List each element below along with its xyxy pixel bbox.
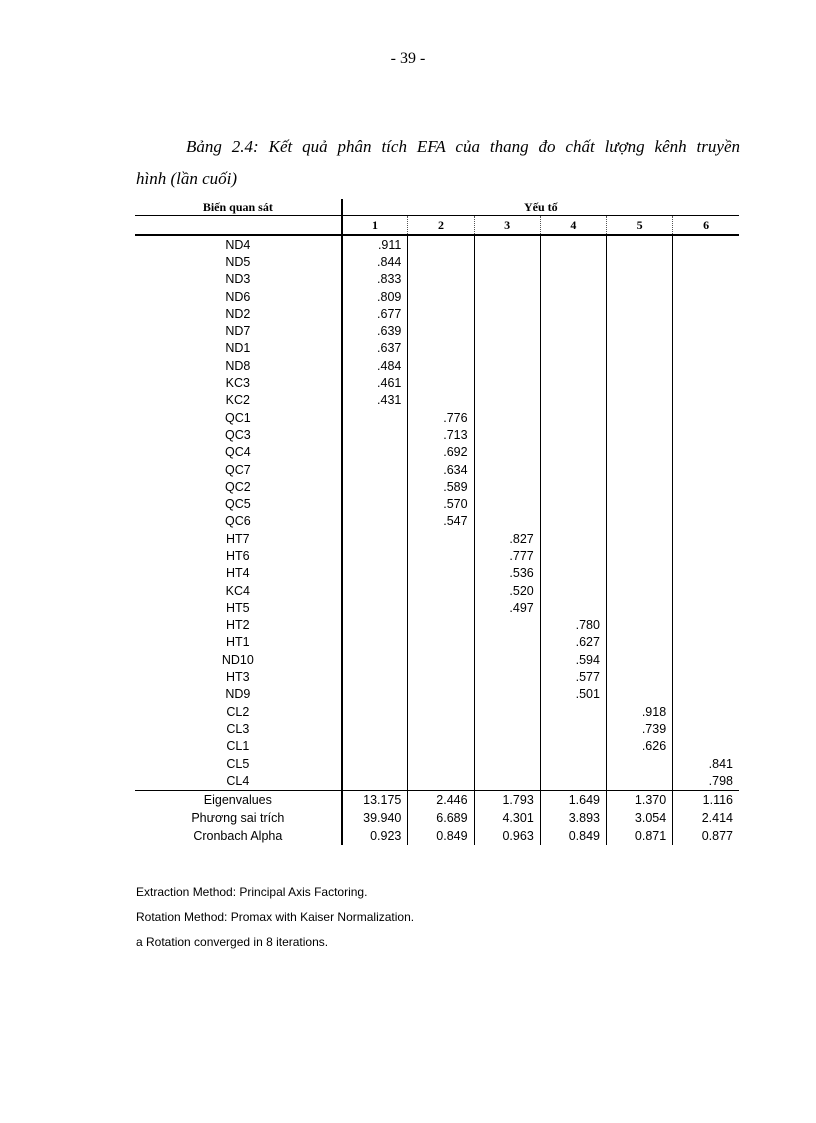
- table-row: [135, 305, 739, 322]
- loading-cell: [673, 738, 739, 755]
- loading-cell: .637: [342, 340, 408, 357]
- variable-name: ND4: [225, 237, 251, 252]
- loading-cell: .739: [606, 720, 672, 737]
- loading-cell: .594: [540, 651, 606, 668]
- variable-name: ND1: [225, 341, 251, 356]
- loading-cell: [540, 703, 606, 720]
- variable-name: HT4: [226, 566, 250, 581]
- variable-name: CL2: [226, 704, 250, 719]
- loading-cell: [673, 686, 739, 703]
- table-row: [135, 530, 739, 547]
- loading-cell: 0.849: [540, 827, 606, 845]
- loading-cell: 1.116: [673, 790, 739, 809]
- loading-cell: [606, 772, 672, 790]
- loading-cell: [540, 547, 606, 564]
- table-row: [135, 340, 739, 357]
- loading-cell: [606, 565, 672, 582]
- variable-name: HT5: [226, 600, 250, 615]
- loading-cell: [342, 738, 408, 755]
- loading-cell: .501: [540, 686, 606, 703]
- variable-name: ND8: [225, 358, 251, 373]
- loading-cell: [408, 374, 474, 391]
- loading-cell: [673, 720, 739, 737]
- table-row: [135, 461, 739, 478]
- loading-cell: [606, 686, 672, 703]
- loading-cell: [408, 617, 474, 634]
- loading-cell: [474, 305, 540, 322]
- loading-cell: [474, 651, 540, 668]
- loading-cell: [540, 772, 606, 790]
- loading-cell: [673, 271, 739, 288]
- loading-cell: .627: [540, 634, 606, 651]
- loading-cell: [606, 426, 672, 443]
- loading-cell: .547: [408, 513, 474, 530]
- factor-header: 6: [673, 216, 739, 236]
- loading-cell: [474, 495, 540, 512]
- loading-cell: [474, 772, 540, 790]
- loading-cell: [540, 495, 606, 512]
- loading-cell: [408, 738, 474, 755]
- loading-cell: [474, 755, 540, 772]
- variable-name: ND3: [225, 272, 251, 287]
- loading-cell: [342, 651, 408, 668]
- loading-cell: [342, 668, 408, 685]
- loading-cell: .484: [342, 357, 408, 374]
- loading-cell: [342, 547, 408, 564]
- loading-cell: [474, 703, 540, 720]
- loading-cell: [673, 668, 739, 685]
- loading-cell: [474, 322, 540, 339]
- loading-cell: .833: [342, 271, 408, 288]
- loading-cell: .809: [342, 288, 408, 305]
- summary-row: [135, 809, 739, 827]
- table-row: [135, 755, 739, 772]
- loading-cell: [342, 478, 408, 495]
- loading-cell: [474, 617, 540, 634]
- loading-cell: [673, 409, 739, 426]
- loading-cell: [606, 374, 672, 391]
- variable-name: QC4: [224, 445, 251, 460]
- loading-cell: [606, 392, 672, 409]
- loading-cell: 4.301: [474, 809, 540, 827]
- variable-header: Biến quan sát: [135, 199, 342, 216]
- summary-row: [135, 827, 739, 845]
- loading-cell: 0.963: [474, 827, 540, 845]
- table-row: [135, 288, 739, 305]
- loading-cell: [342, 582, 408, 599]
- loading-cell: [408, 703, 474, 720]
- table-row: [135, 772, 739, 790]
- loading-cell: [342, 444, 408, 461]
- variable-name: QC2: [224, 479, 251, 494]
- note-convergence: a Rotation converged in 8 iterations.: [136, 935, 329, 949]
- variable-name: HT3: [226, 670, 250, 685]
- table-row: [135, 634, 739, 651]
- variable-name: ND7: [225, 324, 251, 339]
- table-row: [135, 478, 739, 495]
- table-row: [135, 426, 739, 443]
- loading-cell: [408, 599, 474, 616]
- loading-cell: [540, 235, 606, 253]
- loading-cell: [540, 530, 606, 547]
- loading-cell: [673, 582, 739, 599]
- loading-cell: .776: [408, 409, 474, 426]
- table-body: [135, 235, 739, 845]
- loading-cell: [540, 340, 606, 357]
- loading-cell: .777: [474, 547, 540, 564]
- loading-cell: .577: [540, 668, 606, 685]
- loading-cell: [673, 495, 739, 512]
- table-row: [135, 703, 739, 720]
- loading-cell: [474, 513, 540, 530]
- variable-name: HT6: [226, 548, 250, 563]
- loading-cell: [408, 720, 474, 737]
- caption-line-2: hình (lần cuối): [136, 169, 238, 188]
- loading-cell: [540, 253, 606, 270]
- loading-cell: [408, 668, 474, 685]
- loading-cell: [606, 288, 672, 305]
- table-row: [135, 253, 739, 270]
- variable-name: ND6: [225, 289, 251, 304]
- loading-cell: .713: [408, 426, 474, 443]
- loading-cell: [342, 565, 408, 582]
- loading-cell: [474, 426, 540, 443]
- variable-name: CL1: [226, 739, 250, 754]
- loading-cell: [540, 305, 606, 322]
- loading-cell: [342, 617, 408, 634]
- loading-cell: 39.940: [342, 809, 408, 827]
- variable-name: QC7: [224, 462, 251, 477]
- loading-cell: 6.689: [408, 809, 474, 827]
- loading-cell: [673, 651, 739, 668]
- loading-cell: 0.871: [606, 827, 672, 845]
- table-row: [135, 738, 739, 755]
- loading-cell: [474, 253, 540, 270]
- loading-cell: [540, 444, 606, 461]
- loading-cell: [342, 755, 408, 772]
- loading-cell: [673, 444, 739, 461]
- loading-cell: [606, 444, 672, 461]
- loading-cell: [673, 599, 739, 616]
- loading-cell: [342, 461, 408, 478]
- loading-cell: .431: [342, 392, 408, 409]
- loading-cell: [673, 565, 739, 582]
- loading-cell: [408, 288, 474, 305]
- loading-cell: [342, 772, 408, 790]
- loading-cell: 3.893: [540, 809, 606, 827]
- table-row: [135, 357, 739, 374]
- loading-cell: [606, 617, 672, 634]
- loading-cell: [606, 513, 672, 530]
- loading-cell: [342, 426, 408, 443]
- loading-cell: .626: [606, 738, 672, 755]
- variable-name: KC3: [225, 376, 250, 391]
- table-row: [135, 617, 739, 634]
- loading-cell: [606, 755, 672, 772]
- variable-name: QC1: [224, 410, 251, 425]
- efa-table: [135, 199, 739, 845]
- loading-cell: [408, 235, 474, 253]
- loading-cell: [540, 271, 606, 288]
- caption-line-1: Bảng 2.4: Kết quả phân tích EFA của thang đo chất lượng kênh truyền: [186, 137, 740, 156]
- loading-cell: [606, 478, 672, 495]
- loading-cell: [673, 392, 739, 409]
- loading-cell: [673, 374, 739, 391]
- variable-name: Eigenvalues: [135, 790, 342, 809]
- loading-cell: [606, 357, 672, 374]
- loading-cell: 0.923: [342, 827, 408, 845]
- loading-cell: [408, 340, 474, 357]
- loading-cell: [540, 478, 606, 495]
- loading-cell: [673, 461, 739, 478]
- variable-name: HT1: [226, 635, 250, 650]
- loading-cell: .570: [408, 495, 474, 512]
- loading-cell: [540, 720, 606, 737]
- loading-cell: [673, 357, 739, 374]
- table-row: [135, 686, 739, 703]
- variable-name: CL3: [226, 721, 250, 736]
- loading-cell: [540, 357, 606, 374]
- loading-cell: [540, 582, 606, 599]
- loading-cell: [474, 288, 540, 305]
- loading-cell: [474, 461, 540, 478]
- loading-cell: [606, 322, 672, 339]
- loading-cell: [342, 495, 408, 512]
- loading-cell: .911: [342, 235, 408, 253]
- loading-cell: [474, 409, 540, 426]
- loading-cell: [408, 755, 474, 772]
- loading-cell: 13.175: [342, 790, 408, 809]
- loading-cell: [606, 253, 672, 270]
- loading-cell: .634: [408, 461, 474, 478]
- loading-cell: [673, 547, 739, 564]
- loading-cell: [408, 634, 474, 651]
- loading-cell: [673, 617, 739, 634]
- loading-cell: [606, 599, 672, 616]
- loading-cell: .780: [540, 617, 606, 634]
- table-row: [135, 495, 739, 512]
- variable-name: CL4: [226, 773, 250, 788]
- loading-cell: [342, 513, 408, 530]
- loading-cell: .841: [673, 755, 739, 772]
- table-row: [135, 599, 739, 616]
- loading-cell: [606, 547, 672, 564]
- loading-cell: 1.649: [540, 790, 606, 809]
- loading-cell: [474, 444, 540, 461]
- loading-cell: [540, 755, 606, 772]
- loading-cell: [474, 720, 540, 737]
- loading-cell: [673, 235, 739, 253]
- loading-cell: 0.849: [408, 827, 474, 845]
- table-row: [135, 322, 739, 339]
- loading-cell: [540, 392, 606, 409]
- variable-name: CL5: [226, 756, 250, 771]
- loading-cell: [408, 686, 474, 703]
- loading-cell: 0.877: [673, 827, 739, 845]
- loading-cell: [474, 340, 540, 357]
- loading-cell: [474, 392, 540, 409]
- loading-cell: [474, 668, 540, 685]
- loading-cell: [606, 340, 672, 357]
- loading-cell: .536: [474, 565, 540, 582]
- loading-cell: [606, 409, 672, 426]
- loading-cell: [474, 271, 540, 288]
- table-row: [135, 235, 739, 253]
- loading-cell: .798: [673, 772, 739, 790]
- loading-cell: .639: [342, 322, 408, 339]
- loading-cell: [540, 513, 606, 530]
- factor-group-header: Yếu tố: [342, 199, 739, 216]
- loading-cell: [540, 461, 606, 478]
- loading-cell: [408, 547, 474, 564]
- loading-cell: [342, 530, 408, 547]
- factor-header: 4: [540, 216, 606, 236]
- variable-name: QC6: [224, 514, 251, 529]
- loading-cell: 2.414: [673, 809, 739, 827]
- variable-name: KC2: [225, 393, 250, 408]
- table-row: [135, 392, 739, 409]
- table-row: [135, 409, 739, 426]
- variable-name: KC4: [225, 583, 250, 598]
- table-notes: [136, 880, 414, 955]
- loading-cell: [606, 634, 672, 651]
- loading-cell: .520: [474, 582, 540, 599]
- loading-cell: [408, 357, 474, 374]
- loading-cell: 3.054: [606, 809, 672, 827]
- loading-cell: [606, 495, 672, 512]
- loading-cell: [342, 703, 408, 720]
- loading-cell: [342, 409, 408, 426]
- loading-cell: [408, 530, 474, 547]
- loading-cell: [474, 357, 540, 374]
- loading-cell: [540, 409, 606, 426]
- loading-cell: .461: [342, 374, 408, 391]
- variable-name: ND9: [225, 687, 251, 702]
- loading-cell: .677: [342, 305, 408, 322]
- table-row: [135, 444, 739, 461]
- loading-cell: .844: [342, 253, 408, 270]
- loading-cell: 1.793: [474, 790, 540, 809]
- table-row: [135, 582, 739, 599]
- loading-cell: [540, 738, 606, 755]
- loading-cell: 1.370: [606, 790, 672, 809]
- loading-cell: [540, 322, 606, 339]
- loading-cell: [342, 686, 408, 703]
- note-extraction: Extraction Method: Principal Axis Factoring.: [136, 885, 368, 899]
- loading-cell: [408, 305, 474, 322]
- loading-cell: 2.446: [408, 790, 474, 809]
- loading-cell: [540, 288, 606, 305]
- loading-cell: [540, 374, 606, 391]
- loading-cell: [673, 513, 739, 530]
- loading-cell: [673, 634, 739, 651]
- loading-cell: [673, 288, 739, 305]
- variable-name: ND2: [225, 306, 251, 321]
- variable-name: ND10: [221, 652, 254, 667]
- loading-cell: .918: [606, 703, 672, 720]
- table-row: [135, 271, 739, 288]
- loading-cell: [540, 565, 606, 582]
- loading-cell: .692: [408, 444, 474, 461]
- table-row: [135, 651, 739, 668]
- loading-cell: [540, 426, 606, 443]
- loading-cell: [408, 322, 474, 339]
- loading-cell: [673, 530, 739, 547]
- loading-cell: [408, 565, 474, 582]
- loading-cell: [606, 668, 672, 685]
- loading-cell: [408, 392, 474, 409]
- variable-name: QC3: [224, 427, 251, 442]
- loading-cell: [606, 651, 672, 668]
- loading-cell: .827: [474, 530, 540, 547]
- table-row: [135, 513, 739, 530]
- loading-cell: [474, 686, 540, 703]
- loading-cell: .497: [474, 599, 540, 616]
- loading-cell: [408, 253, 474, 270]
- variable-name: HT2: [226, 618, 250, 633]
- loading-cell: [540, 599, 606, 616]
- loading-cell: .589: [408, 478, 474, 495]
- table-row: [135, 668, 739, 685]
- loading-cell: [673, 703, 739, 720]
- loading-cell: [606, 305, 672, 322]
- loading-cell: [606, 235, 672, 253]
- loading-cell: [408, 582, 474, 599]
- loading-cell: [606, 461, 672, 478]
- factor-header: 5: [606, 216, 672, 236]
- summary-row: [135, 790, 739, 809]
- loading-cell: [673, 322, 739, 339]
- loading-cell: [474, 478, 540, 495]
- factor-header: 2: [408, 216, 474, 236]
- variable-name: QC5: [224, 497, 251, 512]
- loading-cell: [474, 634, 540, 651]
- variable-name: HT7: [226, 531, 250, 546]
- loading-cell: [408, 271, 474, 288]
- variable-name: Phương sai trích: [191, 810, 285, 825]
- variable-name: ND5: [225, 254, 251, 269]
- loading-cell: [673, 253, 739, 270]
- loading-cell: [408, 651, 474, 668]
- loading-cell: [606, 530, 672, 547]
- variable-name: Cronbach Alpha: [193, 828, 283, 843]
- variable-header-blank: [135, 216, 342, 236]
- loading-cell: [342, 599, 408, 616]
- note-rotation: Rotation Method: Promax with Kaiser Normalization.: [136, 910, 415, 924]
- loading-cell: [606, 271, 672, 288]
- loading-cell: [673, 305, 739, 322]
- factor-header: 3: [474, 216, 540, 236]
- loading-cell: [342, 720, 408, 737]
- loading-cell: [474, 374, 540, 391]
- loading-cell: [673, 340, 739, 357]
- loading-cell: [673, 426, 739, 443]
- table-caption: [136, 131, 740, 195]
- loading-cell: [606, 582, 672, 599]
- loading-cell: [342, 634, 408, 651]
- factor-header: 1: [342, 216, 408, 236]
- loading-cell: [673, 478, 739, 495]
- table-row: [135, 720, 739, 737]
- loading-cell: [408, 772, 474, 790]
- loading-cell: [474, 235, 540, 253]
- table-row: [135, 547, 739, 564]
- page-number: - 39 -: [390, 50, 426, 67]
- loading-cell: [474, 738, 540, 755]
- table-row: [135, 374, 739, 391]
- table-row: [135, 565, 739, 582]
